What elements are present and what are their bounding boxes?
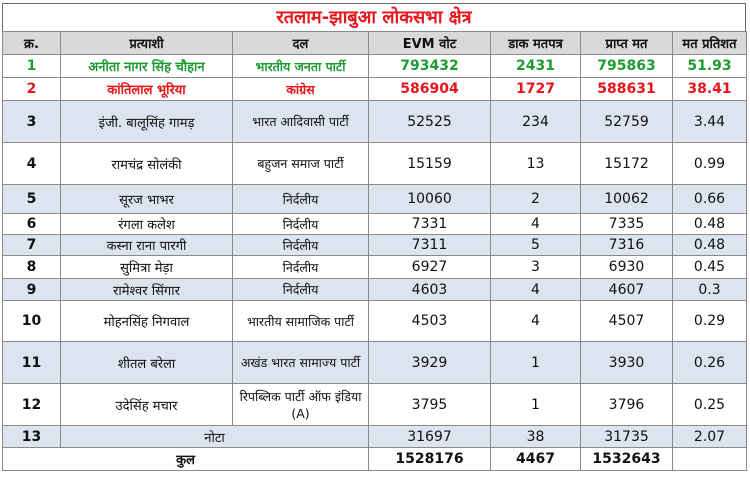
table-row (3, 279, 747, 301)
cell-total: 15172 (581, 143, 673, 185)
header-percent: मत प्रतिशत (673, 32, 747, 55)
cell-candidate: अनीता नागर सिंह चौहान (61, 55, 233, 78)
cell-postal: 2431 (491, 55, 581, 78)
results-table (2, 31, 747, 471)
cell-evm: 586904 (369, 78, 491, 101)
cell-percent: 0.48 (673, 235, 747, 256)
cell-total: 6930 (581, 256, 673, 279)
cell-evm: 3795 (369, 384, 491, 426)
cell-party: भारतीय जनता पार्टी (233, 55, 369, 78)
cell-evm: 7331 (369, 214, 491, 235)
header-postal: डाक मतपत्र (491, 32, 581, 55)
cell-candidate: रामचंद्र सोलंकी (61, 143, 233, 185)
cell-candidate: रंगला कलेश (61, 214, 233, 235)
cell-postal: 234 (491, 101, 581, 143)
header-party: दल (233, 32, 369, 55)
cell-percent: 38.41 (673, 78, 747, 101)
cell-percent: 0.29 (673, 301, 747, 342)
cell-total: 7316 (581, 235, 673, 256)
cell-sno: 5 (3, 185, 61, 214)
total-votes: 1532643 (581, 448, 673, 471)
cell-percent: 3.44 (673, 101, 747, 143)
header-total: प्राप्त मत (581, 32, 673, 55)
nota-label: नोटा (61, 426, 369, 448)
cell-sno: 11 (3, 342, 61, 384)
table-row (3, 256, 747, 279)
cell-postal: 1 (491, 342, 581, 384)
cell-total: 795863 (581, 55, 673, 78)
cell-sno: 10 (3, 301, 61, 342)
cell-party: निर्दलीय (233, 235, 369, 256)
cell-postal: 4 (491, 214, 581, 235)
cell-party: निर्दलीय (233, 256, 369, 279)
nota-row (3, 426, 747, 448)
cell-candidate: उदेसिंह मचार (61, 384, 233, 426)
cell-evm: 4603 (369, 279, 491, 301)
cell-total: 3930 (581, 342, 673, 384)
cell-percent: 51.93 (673, 55, 747, 78)
cell-percent: 0.25 (673, 384, 747, 426)
cell-evm: 7311 (369, 235, 491, 256)
cell-postal: 5 (491, 235, 581, 256)
cell-percent: 0.66 (673, 185, 747, 214)
cell-party: निर्दलीय (233, 185, 369, 214)
cell-evm: 52525 (369, 101, 491, 143)
cell-sno: 8 (3, 256, 61, 279)
table-row (3, 78, 747, 101)
cell-party: भारत आदिवासी पार्टी (233, 101, 369, 143)
cell-party: रिपब्लिक पार्टी ऑफ इंडिया (A) (233, 384, 369, 426)
cell-party: भारतीय सामाजिक पार्टी (233, 301, 369, 342)
cell-sno: 4 (3, 143, 61, 185)
cell-total: 4507 (581, 301, 673, 342)
cell-candidate: शीतल बरेला (61, 342, 233, 384)
cell-total: 3796 (581, 384, 673, 426)
total-percent-empty (673, 448, 747, 471)
cell-postal: 1 (491, 384, 581, 426)
cell-evm: 31697 (369, 426, 491, 448)
cell-postal: 38 (491, 426, 581, 448)
cell-sno: 3 (3, 101, 61, 143)
total-label: कुल (3, 448, 369, 471)
cell-total: 10062 (581, 185, 673, 214)
cell-total: 7335 (581, 214, 673, 235)
header-sno: क्र. (3, 32, 61, 55)
cell-percent: 0.48 (673, 214, 747, 235)
table-row (3, 55, 747, 78)
table-row (3, 301, 747, 342)
total-postal: 4467 (491, 448, 581, 471)
cell-candidate: कस्ना राना पारगी (61, 235, 233, 256)
cell-percent: 0.45 (673, 256, 747, 279)
cell-party: अखंड भारत सामाज्य पार्टी (233, 342, 369, 384)
cell-sno: 2 (3, 78, 61, 101)
cell-evm: 793432 (369, 55, 491, 78)
cell-percent: 0.26 (673, 342, 747, 384)
cell-evm: 3929 (369, 342, 491, 384)
cell-sno: 6 (3, 214, 61, 235)
cell-postal: 4 (491, 301, 581, 342)
cell-sno: 13 (3, 426, 61, 448)
table-row (3, 101, 747, 143)
cell-sno: 12 (3, 384, 61, 426)
table-row (3, 185, 747, 214)
cell-postal: 1727 (491, 78, 581, 101)
cell-candidate: सुमित्रा मेड़ा (61, 256, 233, 279)
cell-candidate: मोहनसिंह निगवाल (61, 301, 233, 342)
cell-percent: 0.3 (673, 279, 747, 301)
cell-percent: 0.99 (673, 143, 747, 185)
results-panel (2, 3, 746, 471)
cell-evm: 4503 (369, 301, 491, 342)
header-evm: EVM वोट (369, 32, 491, 55)
cell-total: 588631 (581, 78, 673, 101)
cell-candidate: कांतिलाल भूरिया (61, 78, 233, 101)
cell-total: 31735 (581, 426, 673, 448)
cell-evm: 6927 (369, 256, 491, 279)
cell-percent: 2.07 (673, 426, 747, 448)
cell-sno: 9 (3, 279, 61, 301)
cell-party: निर्दलीय (233, 214, 369, 235)
cell-party: निर्दलीय (233, 279, 369, 301)
cell-party: बहुजन समाज पार्टी (233, 143, 369, 185)
header-candidate: प्रत्याशी (61, 32, 233, 55)
table-row (3, 384, 747, 426)
table-row (3, 143, 747, 185)
table-row (3, 342, 747, 384)
cell-evm: 10060 (369, 185, 491, 214)
table-row (3, 235, 747, 256)
cell-party: कांग्रेस (233, 78, 369, 101)
cell-sno: 7 (3, 235, 61, 256)
page-title: रतलाम-झाबुआ लोकसभा क्षेत्र (2, 3, 746, 31)
cell-postal: 13 (491, 143, 581, 185)
grand-total-row (3, 448, 747, 471)
cell-candidate: इंजी. बालूसिंह गामड़ (61, 101, 233, 143)
cell-candidate: सूरज भाभर (61, 185, 233, 214)
cell-sno: 1 (3, 55, 61, 78)
table-row (3, 214, 747, 235)
cell-total: 52759 (581, 101, 673, 143)
cell-evm: 15159 (369, 143, 491, 185)
total-evm: 1528176 (369, 448, 491, 471)
cell-postal: 4 (491, 279, 581, 301)
cell-candidate: रामेश्वर सिंगार (61, 279, 233, 301)
cell-total: 4607 (581, 279, 673, 301)
header-row (3, 32, 747, 55)
cell-postal: 3 (491, 256, 581, 279)
cell-postal: 2 (491, 185, 581, 214)
